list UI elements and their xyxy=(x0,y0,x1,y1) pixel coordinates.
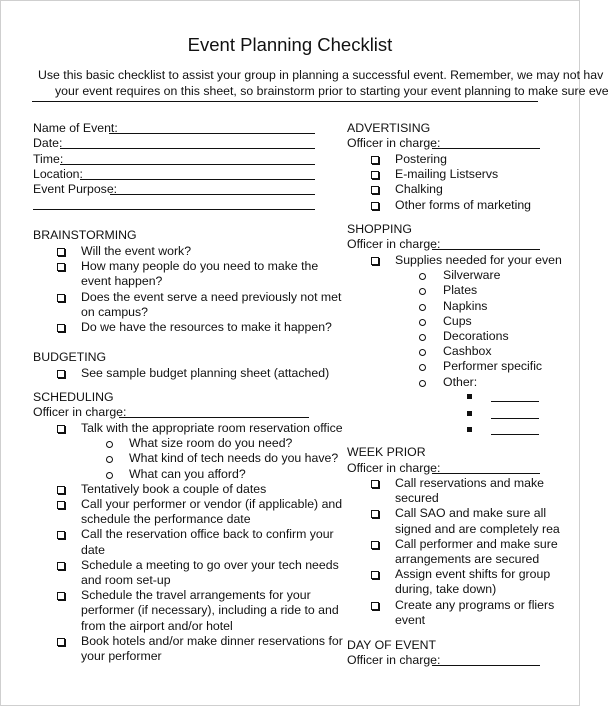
shopping-subitem-text: Silverware xyxy=(443,268,501,283)
time-label: Time: xyxy=(33,152,64,166)
intro-line-2: your event requires on this sheet, so brainstorm prior to starting your event planning to make sure eve xyxy=(55,84,609,98)
week-prior-item-text: Create any programs or fliers xyxy=(395,597,555,612)
budgeting-checkbox[interactable] xyxy=(57,370,65,378)
shopping-item-text: Supplies needed for your even xyxy=(395,253,562,267)
week-prior-item-text: Call SAO and make sure all xyxy=(395,506,547,521)
shopping-subitem-text: Plates xyxy=(443,283,478,298)
shopping-heading: SHOPPING xyxy=(347,222,412,236)
scheduling-officer-label: Officer in charge: xyxy=(33,405,127,419)
shopping-officer-line[interactable] xyxy=(432,249,540,250)
shopping-subitem-bullet[interactable] xyxy=(419,334,426,341)
brainstorming-item-text: on campus? xyxy=(81,304,148,319)
scheduling-item-text: and room set-up xyxy=(81,573,171,587)
week-prior-item-text: during, take down) xyxy=(395,582,497,597)
other-line[interactable] xyxy=(491,418,539,419)
scheduling-subitem-text: What size room do you need? xyxy=(129,436,293,451)
brainstorming-item-text: event happen? xyxy=(81,274,163,289)
brainstorming-item-text: Do we have the resources to make it happen? xyxy=(81,320,332,334)
scheduling-checkbox[interactable] xyxy=(57,562,65,570)
day-of-event-heading: DAY OF EVENT xyxy=(347,638,437,652)
week-prior-officer-line[interactable] xyxy=(432,473,540,474)
scheduling-item-text: date xyxy=(81,542,105,557)
shopping-subitem-text: Decorations xyxy=(443,329,509,343)
shopping-officer-label: Officer in charge: xyxy=(347,237,441,251)
advertising-item-text: Chalking xyxy=(395,182,443,197)
scheduling-item-text: from the airport and/or hotel xyxy=(81,618,233,633)
shopping-subitem-bullet[interactable] xyxy=(419,319,426,326)
scheduling-checkbox[interactable] xyxy=(57,425,65,433)
shopping-subitem-bullet[interactable] xyxy=(419,304,426,311)
other-bullet[interactable] xyxy=(467,394,472,399)
scheduling-item-text: Talk with the appropriate room reservation office xyxy=(81,421,343,435)
scheduling-checkbox[interactable] xyxy=(57,592,65,600)
shopping-subitem-text: Performer specific xyxy=(443,359,543,374)
week-prior-checkbox[interactable] xyxy=(371,480,379,488)
shopping-checkbox[interactable] xyxy=(371,257,379,265)
other-bullet[interactable] xyxy=(467,427,472,432)
week-prior-item-text: signed and are completely rea xyxy=(395,521,560,536)
week-prior-checkbox[interactable] xyxy=(371,602,379,610)
scheduling-item-text: Call your performer or vendor (if applicable) and xyxy=(81,497,343,511)
shopping-subitem-text: Cashbox xyxy=(443,344,492,359)
budgeting-item-text: See sample budget planning sheet (attached) xyxy=(81,366,330,380)
brainstorming-item-text: How many people do you need to make the xyxy=(81,259,319,274)
brainstorming-checkbox[interactable] xyxy=(57,324,65,332)
week-prior-item-text: Call reservations and make xyxy=(395,476,544,490)
advertising-officer-label: Officer in charge: xyxy=(347,136,441,150)
scheduling-checkbox[interactable] xyxy=(57,486,65,494)
scheduling-checkbox[interactable] xyxy=(57,531,65,539)
budgeting-heading: BUDGETING xyxy=(33,350,107,364)
week-prior-heading: WEEK PRIOR xyxy=(347,445,426,459)
time-line[interactable] xyxy=(60,164,315,165)
shopping-subitem-text: Napkins xyxy=(443,298,488,313)
scheduling-item-text: Schedule the travel arrangements for your xyxy=(81,588,311,603)
week-prior-checkbox[interactable] xyxy=(371,571,379,579)
shopping-subitem-bullet[interactable] xyxy=(419,380,426,387)
advertising-officer-line[interactable] xyxy=(432,148,540,149)
advertising-heading: ADVERTISING xyxy=(347,121,431,135)
scheduling-subitem-text: What kind of tech needs do you have? xyxy=(129,451,339,466)
advertising-item-text: Postering xyxy=(395,152,447,166)
brainstorming-heading: BRAINSTORMING xyxy=(33,228,137,242)
week-prior-item-text: Assign event shifts for group xyxy=(395,567,551,582)
name-of-event-line[interactable] xyxy=(109,133,315,134)
name-of-event-label: Name of Event: xyxy=(33,121,118,135)
scheduling-officer-line[interactable] xyxy=(119,417,309,418)
location-label: Location: xyxy=(33,167,83,181)
week-prior-officer-label: Officer in charge: xyxy=(347,461,441,475)
week-prior-item-text: secured xyxy=(395,491,439,506)
week-prior-item-text: Call performer and make sure xyxy=(395,536,558,551)
event-purpose-line-2[interactable] xyxy=(33,209,315,210)
scheduling-checkbox[interactable] xyxy=(57,501,65,509)
scheduling-heading: SCHEDULING xyxy=(33,390,114,404)
brainstorming-item-text: Does the event serve a need previously not met xyxy=(81,289,342,304)
advertising-checkbox[interactable] xyxy=(371,186,379,194)
location-line[interactable] xyxy=(80,179,315,180)
other-bullet[interactable] xyxy=(467,411,472,416)
scheduling-item-text: schedule the performance date xyxy=(81,512,251,527)
week-prior-checkbox[interactable] xyxy=(371,541,379,549)
scheduling-item-text: Book hotels and/or make dinner reservations for xyxy=(81,633,343,648)
intro-underline xyxy=(32,101,538,102)
intro-line-1: Use this basic checklist to assist your group in planning a successful event. Remember, we may not hav xyxy=(38,68,604,82)
brainstorming-checkbox[interactable] xyxy=(57,263,65,271)
other-line[interactable] xyxy=(491,401,539,402)
scheduling-item-text: Call the reservation office back to confirm your xyxy=(81,527,334,542)
week-prior-item-text: arrangements are secured xyxy=(395,552,540,566)
scheduling-item-text: Schedule a meeting to go over your tech needs xyxy=(81,557,339,572)
brainstorming-item-text: Will the event work? xyxy=(81,244,192,258)
day-of-event-officer-label: Officer in charge: xyxy=(347,653,441,667)
advertising-item-text: Other forms of marketing xyxy=(395,197,531,212)
scheduling-subitem-bullet[interactable] xyxy=(106,472,113,479)
scheduling-item-text: Tentatively book a couple of dates xyxy=(81,481,267,496)
page-title: Event Planning Checklist xyxy=(187,34,393,55)
other-line[interactable] xyxy=(491,434,539,435)
advertising-item-text: E-mailing Listservs xyxy=(395,167,499,182)
brainstorming-checkbox[interactable] xyxy=(57,248,65,256)
event-purpose-label: Event Purpose: xyxy=(33,182,118,196)
date-label: Date: xyxy=(33,136,63,150)
shopping-subitem-text: Cups xyxy=(443,313,472,328)
event-purpose-line[interactable] xyxy=(110,194,315,195)
week-prior-item-text: event xyxy=(395,612,426,627)
scheduling-subitem-text: What can you afford? xyxy=(129,466,246,481)
day-of-event-officer-line[interactable] xyxy=(432,665,540,666)
advertising-checkbox[interactable] xyxy=(371,156,379,164)
advertising-checkbox[interactable] xyxy=(371,202,379,210)
scheduling-item-text: your performer xyxy=(81,649,162,663)
advertising-checkbox[interactable] xyxy=(371,171,379,179)
scheduling-checkbox[interactable] xyxy=(57,638,65,646)
week-prior-checkbox[interactable] xyxy=(371,510,379,518)
shopping-subitem-text: Other: xyxy=(443,374,478,389)
date-line[interactable] xyxy=(60,148,315,149)
brainstorming-checkbox[interactable] xyxy=(57,294,65,302)
scheduling-item-text: performer (if necessary), including a ride to and xyxy=(81,603,339,618)
